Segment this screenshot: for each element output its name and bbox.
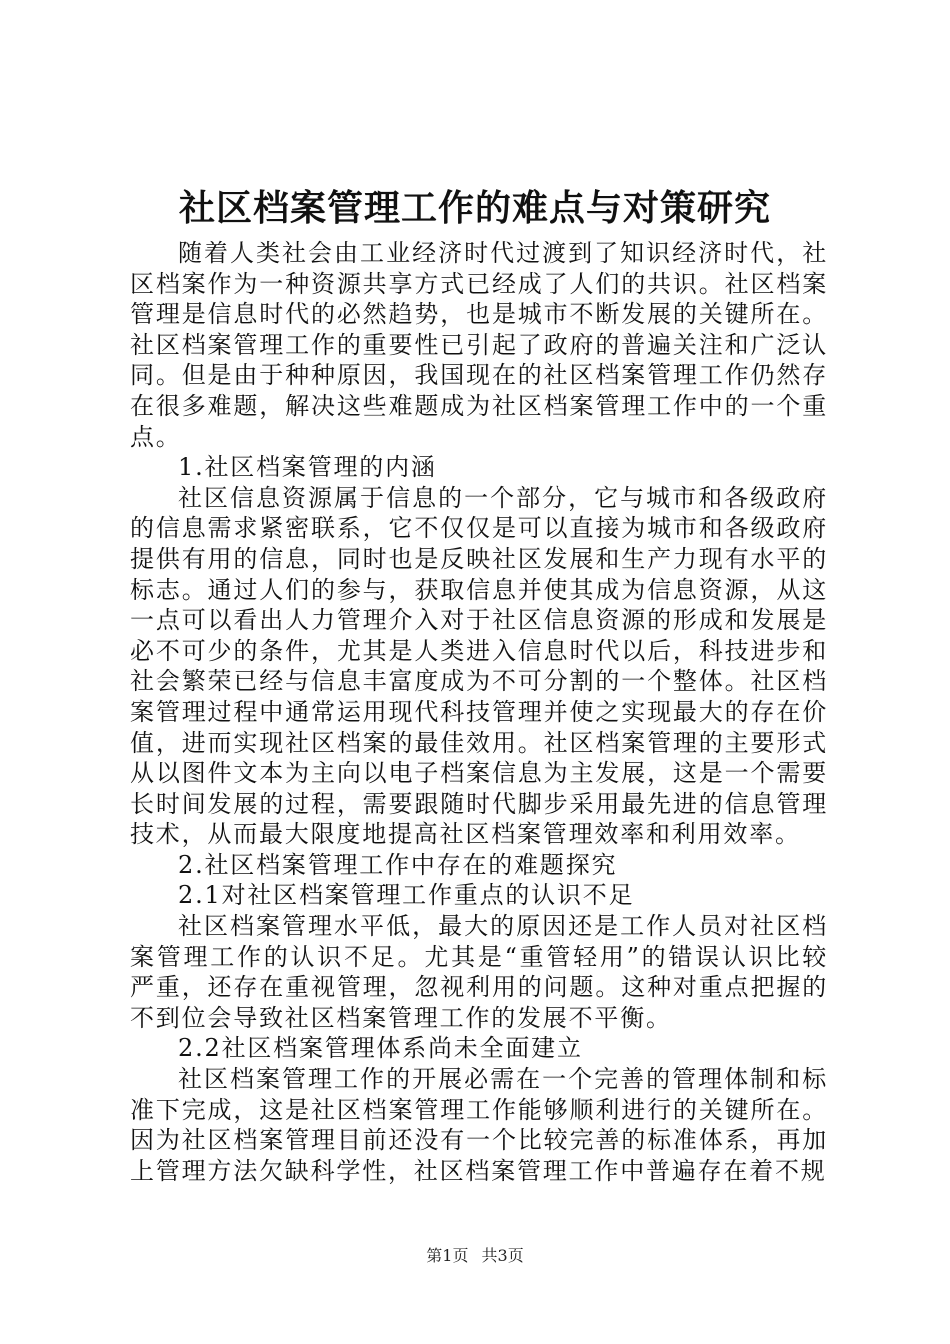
body-paragraph: 社区信息资源属于信息的一个部分，它与城市和各级政府的信息需求紧密联系，它不仅仅是可以直接为城市和各级政府提供有用的信息，同时也是反映社区发展和生产力现有水平的标志。通过人们的参与，获取信息并使其成为信息资源，从这一点可以看出人力管理介入对于社区信息资源的形成和发展是必不可少的条件，尤其是人类进入信息时代以后，科技进步和社会繁荣已经与信息丰富度成为不可分割的一个整体。社区档案管理过程中通常运用现代科技管理并使之实现最大的存在价值，进而实现社区档案的最佳效用。社区档案管理的主要形式从以图件文本为主向以电子档案信息为主发展，这是一个需要长时间发展的过程，需要跟随时代脚步采用最先进的信息管理技术，从而最大限度地提高社区档案管理效率和利用效率。 bbox=[130, 483, 828, 849]
subsection-heading: 2.2社区档案管理体系尚未全面建立 bbox=[178, 1034, 583, 1063]
section-heading: 1.社区档案管理的内涵 bbox=[178, 453, 437, 482]
page-footer bbox=[0, 1246, 950, 1266]
body-paragraph: 随着人类社会由工业经济时代过渡到了知识经济时代，社区档案作为一种资源共享方式已经成了人们的共识。社区档案管理是信息时代的必然趋势，也是城市不断发展的关键所在。社区档案管理工作的重要性已引起了政府的普遍关注和广泛认同。但是由于种种原因，我国现在的社区档案管理工作仍然存在很多难题，解决这些难题成为社区档案管理工作中的一个重点。 bbox=[130, 239, 828, 451]
body-paragraph: 社区档案管理工作的开展必需在一个完善的管理体制和标准下完成，这是社区档案管理工作能够顺利进行的关键所在。因为社区档案管理目前还没有一个比较完善的标准体系，再加上管理方法欠缺科学性，社区档案管理工作中普遍存在着不规 bbox=[130, 1065, 828, 1185]
body-paragraph: 社区档案管理水平低，最大的原因还是工作人员对社区档案管理工作的认识不足。尤其是“重管轻用”的错误认识比较严重，还存在重视管理，忽视利用的问题。这种对重点把握的不到位会导致社区档案管理工作的发展不平衡。 bbox=[130, 912, 828, 1032]
document-body bbox=[130, 238, 828, 1186]
subsection-heading: 2.1对社区档案管理工作重点的认识不足 bbox=[178, 881, 635, 910]
page-number: 第1页 bbox=[426, 1246, 469, 1265]
page-total: 共3页 bbox=[481, 1246, 524, 1265]
section-heading: 2.社区档案管理工作中存在的难题探究 bbox=[178, 850, 618, 879]
document-title: 社区档案管理工作的难点与对策研究 bbox=[178, 187, 771, 229]
